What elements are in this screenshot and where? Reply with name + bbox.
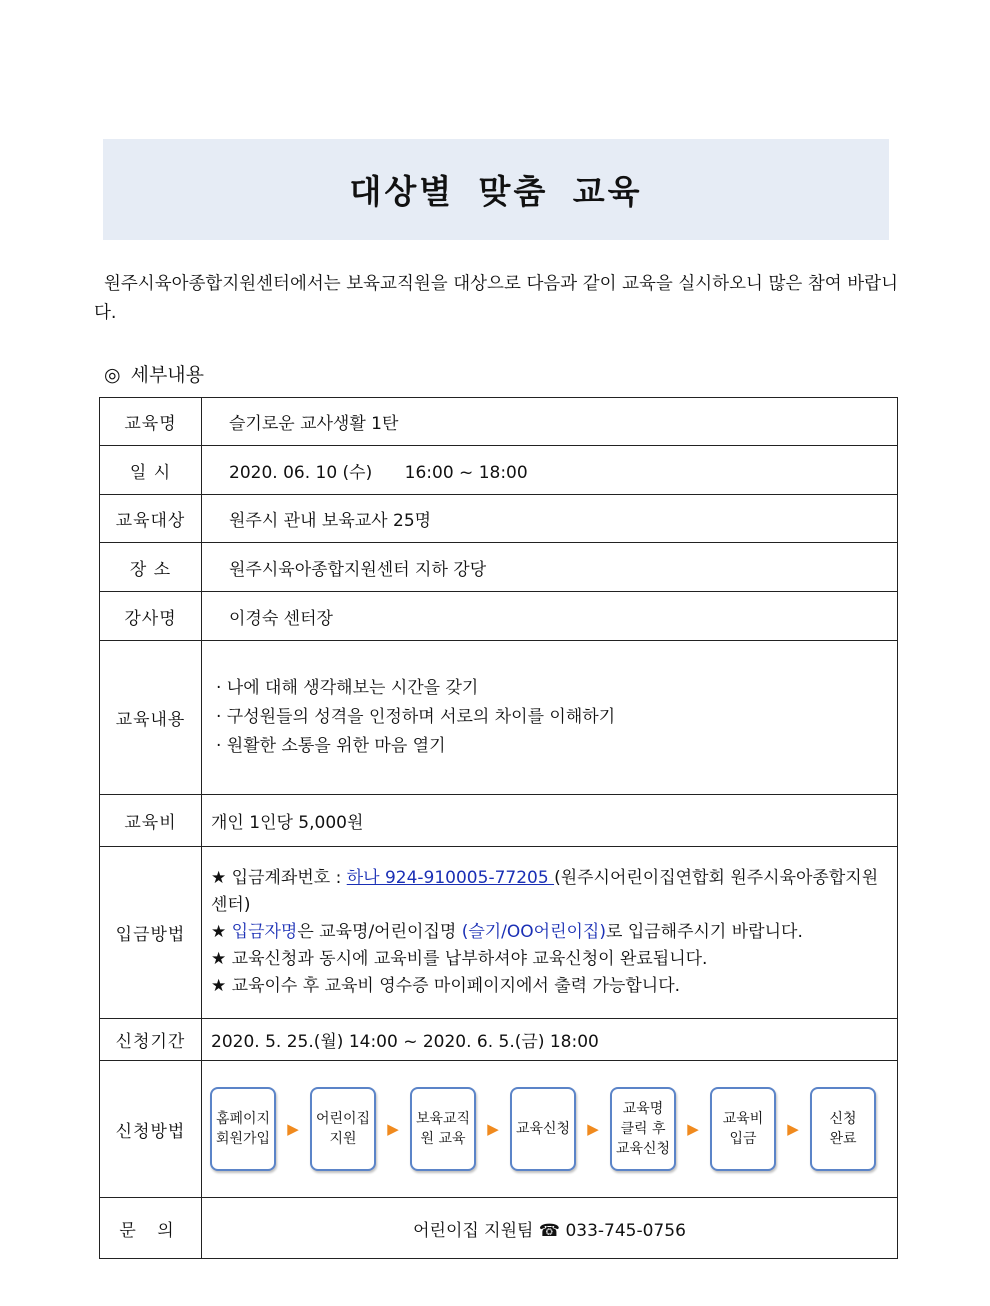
double-circle-icon: ◎	[104, 364, 121, 386]
phone-icon: ☎	[538, 1220, 561, 1241]
depositor-line	[211, 919, 889, 946]
table-row	[100, 1019, 898, 1061]
payment-notes	[202, 865, 897, 1000]
step-text: 신청	[829, 1111, 857, 1127]
step-apply	[510, 1087, 576, 1171]
step-text: 보육교직	[415, 1111, 471, 1127]
table-row	[100, 847, 898, 1019]
arrow-right-icon: ▶	[287, 1120, 299, 1138]
period-label: 신청기간	[100, 1019, 202, 1061]
list-item: · 원활한 소통을 위한 마음 열기	[216, 736, 446, 756]
fee-label: 교육비	[100, 795, 202, 847]
contact-value	[202, 1198, 898, 1259]
content-value	[202, 641, 898, 795]
place-value: 원주시육아종합지원센터 지하 강당	[202, 543, 898, 592]
date-label: 일 시	[100, 446, 202, 495]
contact-team: 어린이집 지원팀	[413, 1220, 534, 1241]
arrow-right-icon: ▶	[487, 1120, 499, 1138]
table-row	[100, 592, 898, 641]
table-row	[100, 495, 898, 543]
course-label: 교육명	[100, 398, 202, 446]
section-heading	[104, 360, 204, 387]
period-value: 2020. 5. 25.(월) 14:00 ~ 2020. 6. 5.(금) 18:00	[202, 1019, 898, 1061]
details-table	[99, 397, 898, 1259]
step-text: 클릭 후	[620, 1121, 666, 1137]
account-holder: (원주시어린이집연합회 원주시육아종합지원센터)	[211, 868, 879, 915]
page-title: 대상별 맞춤 교육	[349, 172, 643, 211]
title-banner	[103, 139, 889, 240]
table-row	[100, 641, 898, 795]
depositor-example: (슬기/OO어린이집)	[461, 922, 606, 942]
method-value	[202, 1061, 898, 1198]
step-support	[310, 1087, 376, 1171]
table-row	[100, 1198, 898, 1259]
step-text: 어린이집	[315, 1111, 371, 1127]
step-text: 회원가입	[215, 1131, 271, 1147]
step-signup	[210, 1087, 276, 1171]
place-label: 장 소	[100, 543, 202, 592]
depositor-suffix: 로 입금해주시기 바랍니다.	[606, 922, 803, 942]
list-item: · 구성원들의 성격을 인정하며 서로의 차이를 이해하기	[216, 707, 616, 727]
arrow-right-icon: ▶	[387, 1120, 399, 1138]
account-number: 하나 924-910005-77205	[346, 868, 555, 888]
intro-text: 원주시육아종합지원센터에서는 보육교직원을 대상으로 다음과 같이 교육을 실시하오니 많은 참여 바랍니다.	[94, 274, 898, 323]
contact-label: 문 의	[100, 1198, 202, 1259]
step-text: 교육신청	[515, 1121, 571, 1137]
depositor-mid: 은 교육명/어린이집명	[297, 922, 462, 942]
table-row	[100, 795, 898, 847]
course-value: 슬기로운 교사생활 1탄	[202, 398, 898, 446]
payment-value	[202, 847, 898, 1019]
payment-label: 입금방법	[100, 847, 202, 1019]
application-steps	[202, 1087, 897, 1171]
step-text: 입금	[729, 1131, 757, 1147]
instructor-label: 강사명	[100, 592, 202, 641]
step-text: 원 교육	[420, 1131, 466, 1147]
step-complete	[810, 1087, 876, 1171]
list-item: · 나에 대해 생각해보는 시간을 갖기	[216, 678, 479, 698]
step-text: 지원	[329, 1131, 357, 1147]
step-text: 교육신청	[615, 1141, 671, 1157]
arrow-right-icon: ▶	[587, 1120, 599, 1138]
contact-phone: 033-745-0756	[565, 1220, 686, 1241]
method-label: 신청방법	[100, 1061, 202, 1198]
target-label: 교육대상	[100, 495, 202, 543]
table-row	[100, 398, 898, 446]
arrow-right-icon: ▶	[687, 1120, 699, 1138]
table-row	[100, 446, 898, 495]
step-select-course	[610, 1087, 676, 1171]
fee-value: 개인 1인당 5,000원	[202, 795, 898, 847]
intro-paragraph	[94, 270, 898, 328]
receipt-note: ★ 교육이수 후 교육비 영수증 마이페이지에서 출력 가능합니다.	[211, 976, 681, 996]
star-icon: ★	[211, 922, 232, 942]
step-text: 교육명	[622, 1101, 664, 1117]
content-label: 교육내용	[100, 641, 202, 795]
depositor-label: 입금자명	[231, 922, 298, 942]
payment-note: ★ 교육신청과 동시에 교육비를 납부하셔야 교육신청이 완료됩니다.	[211, 949, 708, 969]
step-text: 완료	[829, 1131, 857, 1147]
step-staff-education	[410, 1087, 476, 1171]
section-label: 세부내용	[130, 364, 205, 386]
content-list	[202, 674, 897, 761]
table-row	[100, 543, 898, 592]
account-line	[211, 865, 889, 919]
table-row	[100, 1061, 898, 1198]
arrow-right-icon: ▶	[787, 1120, 799, 1138]
step-payment	[710, 1087, 776, 1171]
step-text: 홈페이지	[215, 1111, 271, 1127]
date-value: 2020. 06. 10 (수) 16:00 ~ 18:00	[202, 446, 898, 495]
target-value: 원주시 관내 보육교사 25명	[202, 495, 898, 543]
instructor-value: 이경숙 센터장	[202, 592, 898, 641]
step-text: 교육비	[722, 1111, 764, 1127]
account-prefix: ★ 입금계좌번호 :	[211, 868, 347, 888]
